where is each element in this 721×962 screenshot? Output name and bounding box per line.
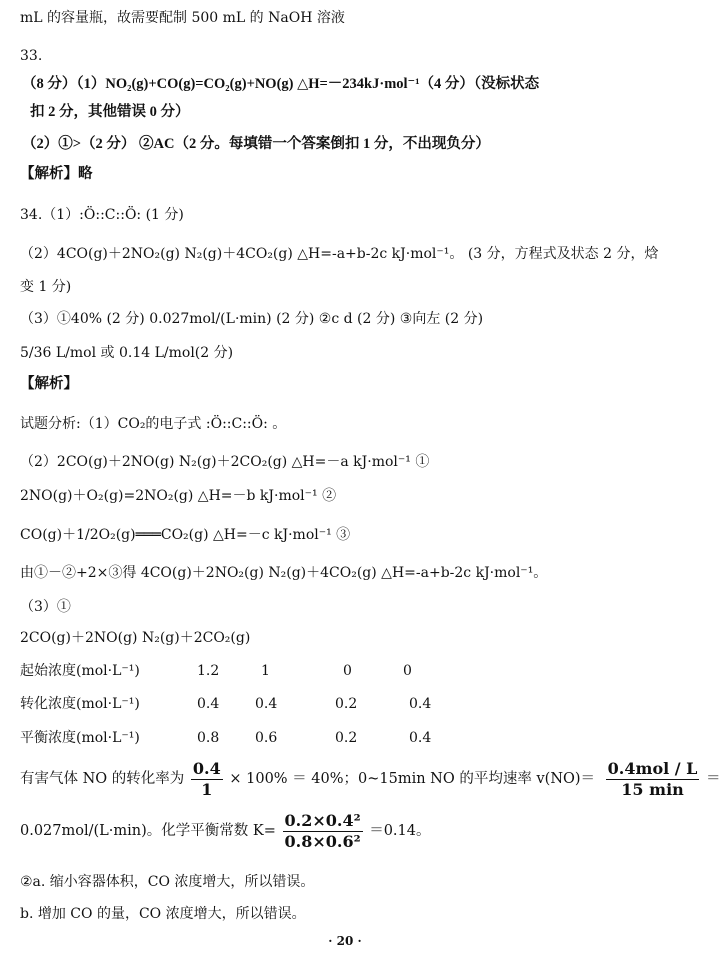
rate-fraction bbox=[606, 759, 700, 800]
analysis-electron-formula: 试题分析:（1）CO₂的电子式 :Ö::C::Ö: 。 bbox=[20, 416, 287, 432]
fraction-numerator: 0.2×0.4² bbox=[284, 810, 361, 830]
fraction-denominator: 1 bbox=[201, 779, 213, 799]
row-label: 起始浓度(mol·L⁻¹) bbox=[20, 663, 140, 679]
equilibrium-line bbox=[20, 808, 431, 854]
cell-co: 0.8 bbox=[197, 730, 220, 746]
combined-equation: 由①－②+2×③得 4CO(g)＋2NO₂(g) N₂(g)＋4CO₂(g) △H=-a+b-2c kJ·mol⁻¹。 bbox=[20, 565, 548, 581]
text-line-1: mL 的容量瓶，故需要配制 500 mL 的 NaOH 溶液 bbox=[20, 10, 345, 26]
equation-2: 2NO(g)＋O₂(g)=2NO₂(g) △H=－b kJ·mol⁻¹ ② bbox=[20, 488, 337, 504]
equation-1: （2）2CO(g)＋2NO(g) N₂(g)＋2CO₂(g) △H=－a kJ·mol⁻¹ ① bbox=[20, 454, 430, 470]
fraction-numerator: 0.4 bbox=[192, 758, 221, 778]
conversion-suffix: ＝ bbox=[706, 771, 721, 787]
equilibrium-prefix: 0.027mol/(L·min)。化学平衡常数 K= bbox=[20, 823, 276, 839]
question-number-33: 33. bbox=[20, 48, 43, 64]
cell-co: 0.4 bbox=[197, 696, 220, 712]
fraction-denominator: 0.8×0.6² bbox=[284, 831, 361, 851]
cell-co2: 0.4 bbox=[409, 730, 432, 746]
answer-34-1: 34.（1）:Ö::C::Ö: (1 分) bbox=[20, 207, 184, 223]
equation-3: CO(g)＋1/2O₂(g)═══CO₂(g) △H=－c kJ·mol⁻¹ ③ bbox=[20, 527, 351, 543]
analysis-heading-34: 【解析】 bbox=[20, 376, 78, 392]
row-label: 转化浓度(mol·L⁻¹) bbox=[20, 696, 140, 712]
cell-n2: 0 bbox=[343, 663, 352, 679]
equilibrium-fraction bbox=[283, 811, 363, 852]
row-label: 平衡浓度(mol·L⁻¹) bbox=[20, 730, 140, 746]
reaction-equation: 2CO(g)＋2NO(g) N₂(g)＋2CO₂(g) bbox=[20, 630, 251, 646]
fraction-denominator: 15 min bbox=[621, 779, 684, 799]
answer-33-1: （8 分）（1）NO₂(g)+CO(g)=CO₂(g)+NO(g) △H=－234kJ·mol⁻¹（4 分）（没标状态 bbox=[22, 76, 540, 92]
page-number: · 20 · bbox=[328, 934, 362, 948]
answer-34-2: （2）4CO(g)＋2NO₂(g) N₂(g)＋4CO₂(g) △H=-a+b-2c kJ·mol⁻¹。 (3 分，方程式及状态 2 分，焓 bbox=[20, 246, 659, 262]
cell-n2: 0.2 bbox=[335, 696, 358, 712]
equilibrium-suffix: ＝0.14。 bbox=[369, 823, 431, 839]
part-3-label: （3）① bbox=[20, 599, 71, 615]
analysis-b: b. 增加 CO 的量，CO 浓度增大，所以错误。 bbox=[20, 906, 306, 922]
answer-34-2-cont: 变 1 分) bbox=[20, 279, 72, 295]
cell-no: 0.4 bbox=[255, 696, 278, 712]
answer-33-1-cont: 扣 2 分，其他错误 0 分） bbox=[30, 104, 190, 120]
conversion-mid: × 100% ＝ 40%；0~15min NO 的平均速率 v(NO)＝ bbox=[229, 771, 596, 787]
answer-34-3-cont: 5/36 L/mol 或 0.14 L/mol(2 分) bbox=[20, 345, 234, 361]
cell-no: 0.6 bbox=[255, 730, 278, 746]
cell-no: 1 bbox=[261, 663, 270, 679]
analysis-heading-33: 【解析】略 bbox=[20, 166, 93, 182]
conversion-line bbox=[20, 756, 721, 802]
analysis-a: ②a. 缩小容器体积，CO 浓度增大，所以错误。 bbox=[20, 874, 315, 890]
conversion-prefix: 有害气体 NO 的转化率为 bbox=[20, 771, 185, 787]
cell-n2: 0.2 bbox=[335, 730, 358, 746]
cell-co2: 0.4 bbox=[409, 696, 432, 712]
conversion-fraction bbox=[191, 759, 223, 800]
cell-co2: 0 bbox=[403, 663, 412, 679]
cell-co: 1.2 bbox=[197, 663, 220, 679]
answer-34-3: （3）①40% (2 分) 0.027mol/(L·min) (2 分) ②c d (2 分) ③向左 (2 分) bbox=[20, 311, 484, 327]
answer-33-2: （2）①>（2 分） ②AC（2 分。每填错一个答案倒扣 1 分，不出现负分） bbox=[22, 136, 490, 152]
fraction-numerator: 0.4mol / L bbox=[607, 758, 698, 778]
